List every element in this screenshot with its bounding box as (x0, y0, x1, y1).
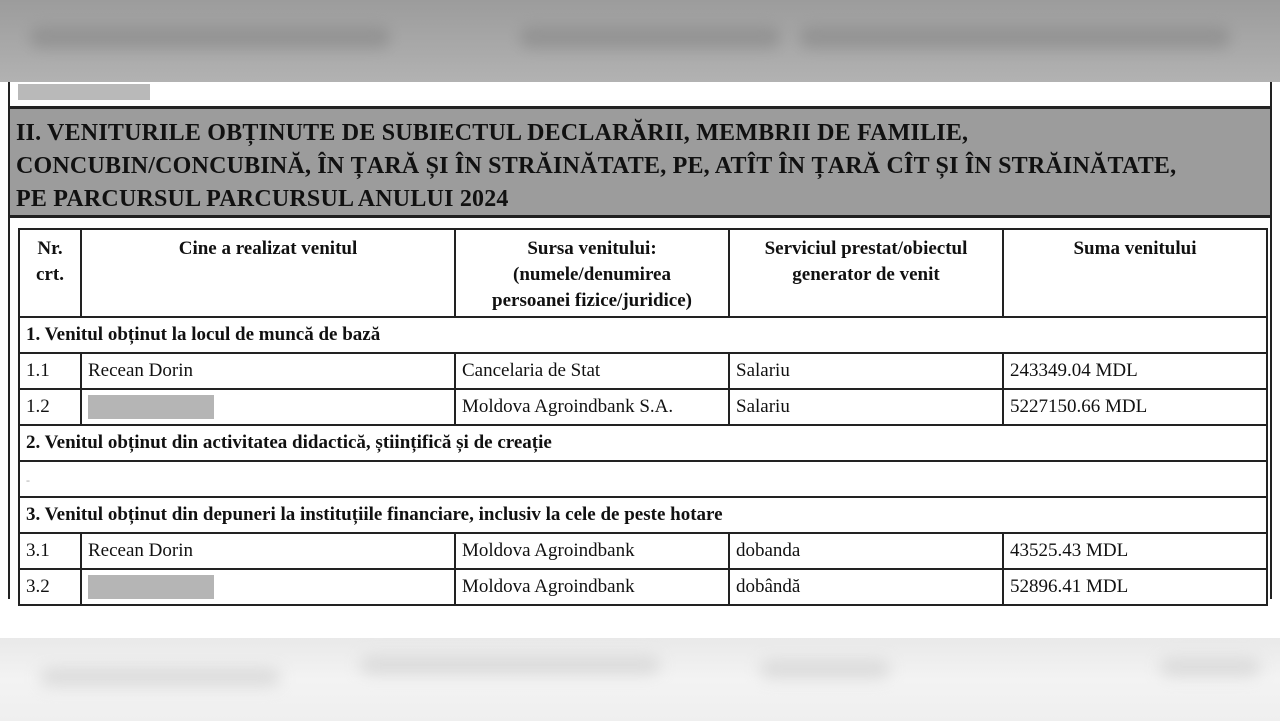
cell-amount: 243349.04 MDL (1003, 353, 1267, 389)
table-row (19, 353, 1267, 389)
cell-service: Salariu (729, 353, 1003, 389)
table-row (19, 461, 1267, 497)
header-text: (numele/denumirea (513, 264, 671, 285)
header-text: crt. (36, 264, 64, 285)
header-text: Serviciul prestat/obiectul (764, 238, 968, 259)
header-amount: Suma venitului (1003, 229, 1267, 317)
empty-mark: - (26, 473, 30, 487)
redaction-block (18, 84, 150, 100)
redaction-block (88, 395, 214, 419)
cell-source: Cancelaria de Stat (455, 353, 729, 389)
table-row (19, 569, 1267, 605)
header-who: Cine a realizat venitul (81, 229, 455, 317)
section-title-line: CONCUBIN/CONCUBINĂ, ÎN ȚARĂ ȘI ÎN STRĂINĂTATE, PE, ATÎT ÎN ȚARĂ CÎT ȘI ÎN STRĂINĂTATE, (16, 153, 1177, 179)
blurred-text (1160, 658, 1260, 676)
header-text: Nr. (37, 238, 63, 259)
section-title-line: PE PARCURSUL PARCURSUL ANULUI 2024 (16, 186, 509, 212)
section-row (19, 425, 1267, 461)
header-text: generator de venit (792, 264, 940, 285)
blurred-text (360, 656, 660, 674)
section-label: 1. Venitul obținut la locul de muncă de bază (19, 317, 1267, 353)
blurred-text (800, 26, 1230, 48)
cell-who (81, 569, 455, 605)
blurred-text (30, 26, 390, 48)
cell-nr: 3.2 (19, 569, 81, 605)
cell-amount: 43525.43 MDL (1003, 533, 1267, 569)
blurred-top-area (0, 0, 1280, 82)
cell-nr: 1.2 (19, 389, 81, 425)
cell-nr: 1.1 (19, 353, 81, 389)
cell-service: dobândă (729, 569, 1003, 605)
blurred-text (760, 660, 890, 678)
declaration-document (8, 82, 1272, 599)
header-text: persoanei fizice/juridice) (492, 290, 692, 311)
section-row (19, 497, 1267, 533)
cell-who (81, 389, 455, 425)
cell-source: Moldova Agroindbank S.A. (455, 389, 729, 425)
cell-who: Recean Dorin (81, 533, 455, 569)
income-table (18, 228, 1268, 606)
blurred-text (520, 26, 780, 48)
empty-cell (19, 461, 1267, 497)
redaction-block (88, 575, 214, 599)
cell-source: Moldova Agroindbank (455, 533, 729, 569)
cell-amount: 52896.41 MDL (1003, 569, 1267, 605)
cell-nr: 3.1 (19, 533, 81, 569)
blurred-text (40, 668, 280, 686)
section-row (19, 317, 1267, 353)
header-service (729, 229, 1003, 317)
table-row (19, 533, 1267, 569)
section-title (10, 106, 1270, 218)
header-source (455, 229, 729, 317)
table-header-row (19, 229, 1267, 317)
section-title-line: II. VENITURILE OBȚINUTE DE SUBIECTUL DECLARĂRII, MEMBRII DE FAMILIE, (16, 120, 969, 146)
section-label: 2. Venitul obținut din activitatea didactică, științifică și de creație (19, 425, 1267, 461)
header-text: Sursa venitului: (527, 238, 657, 259)
header-nr (19, 229, 81, 317)
cell-source: Moldova Agroindbank (455, 569, 729, 605)
cell-amount: 5227150.66 MDL (1003, 389, 1267, 425)
cell-service: dobanda (729, 533, 1003, 569)
section-label: 3. Venitul obținut din depuneri la instituțiile financiare, inclusiv la cele de peste hotare (19, 497, 1267, 533)
table-row (19, 389, 1267, 425)
cell-who: Recean Dorin (81, 353, 455, 389)
cell-service: Salariu (729, 389, 1003, 425)
blurred-bottom-area (0, 638, 1280, 721)
